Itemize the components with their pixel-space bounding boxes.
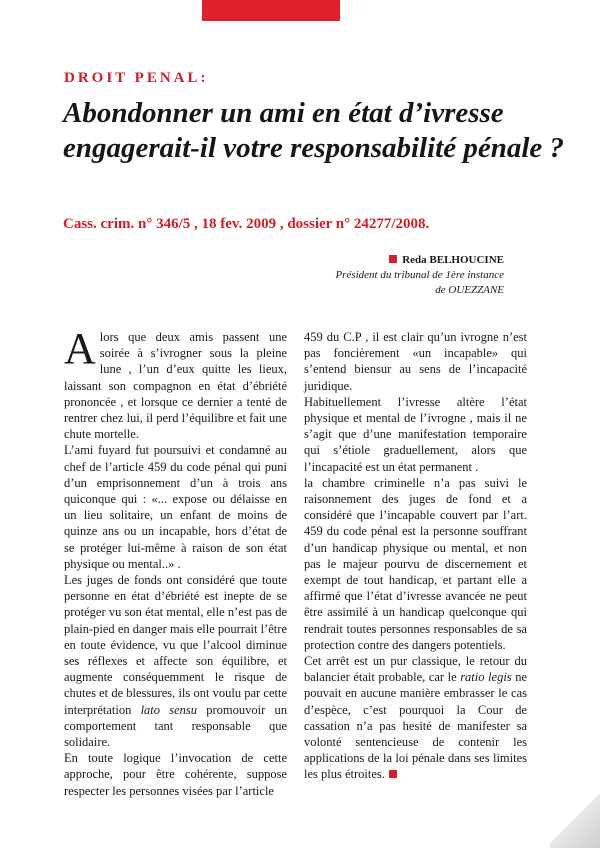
end-mark-square-icon bbox=[389, 770, 397, 778]
text-column-right bbox=[304, 329, 527, 783]
section-heading: DROIT PENAL: bbox=[64, 70, 209, 86]
top-red-bar bbox=[202, 0, 340, 21]
article-title: Abondonner un ami en état d’ivresse engagerait-il votre responsabilité pénale ? bbox=[63, 97, 565, 164]
paragraph: Les juges de fonds ont considéré que toute personne en état d’ébriété est inepte de se protéger vu son état mental, elle n’est pas de plain-pied en danger mais elle pourrait l’être en toute évidence, vu que l’alcool diminue ses réflexes et affecte son équilibre, et augmente conséquemment le risque de chutes et de blessures, ils ont voulu par cette interprétation lato sensu promouvoir un comportement tant responsable que solidaire. bbox=[64, 573, 288, 750]
paragraph: Cet arrêt est un pur classique, le retour du balancier était probable, car le ratio legis ne pouvait en aucune manière embrasser le cas d’espèce, c’est pourquoi la Cour de cassation n’a pas hesité de manifester sa volonté sentencieuse de contenir les applications de la loi pénale dans ses limites les plus étroites. bbox=[304, 654, 528, 782]
case-reference: Cass. crim. n° 346/5 , 18 fev. 2009 , dossier n° 24277/2008. bbox=[63, 216, 430, 232]
paragraph: la chambre criminelle n’a pas suivi le raisonnement des juges de fond et a considéré que l’incapable couvert par l’art. 459 du code pénal est la personne souffrant d’un handicap physique ou mental, et non pas le majeur pourvu de discernement et exempt de tout handicap, et partant elle a affirmé que l’état d’ivresse avancée ne peut être assimilé à un handicap quelconque qui rendrait toutes personnes responsables de sa protection contre des dangers potentiels. bbox=[304, 475, 527, 652]
paragraph: Habituellement l’ivresse altère l’état physique et mental de l’ivrogne , mais il ne s’agit que d’une manifestation temporaire qui s’étiole graduellement, alors que l’incapacité est un état permanent . bbox=[304, 394, 527, 474]
drop-cap: A bbox=[64, 324, 96, 373]
paragraph: Alors que deux amis passent une soirée à s’ivrogner sous la pleine lune , l’un d’eux quitte les lieux, laissant son compagnon en état d’ébriété prononcée , et lorsque ce dernier a tenté de rentrer chez lui, il perd l’équilibre et fait une chute mortelle. bbox=[64, 324, 287, 442]
paragraph: En toute logique l’invocation de cette approche, pour être cohérente, suppose respecter les personnes visées par l’article bbox=[64, 751, 287, 798]
author-role-line2: de OUEZZANE bbox=[435, 284, 504, 296]
page-curl bbox=[550, 788, 600, 848]
text-column-left bbox=[64, 324, 288, 799]
author-role-line1: Président du tribunal de 1ère instance bbox=[335, 269, 504, 281]
paragraph: 459 du C.P , il est clair qu’un ivrogne n’est pas foncièrement «un incapable» qui s’entend biensur au sens de l’incapacité juridique. bbox=[304, 330, 527, 393]
author-block bbox=[204, 253, 504, 298]
red-square-icon bbox=[389, 255, 397, 263]
paragraph: L’ami fuyard fut poursuivi et condamné au chef de l’article 459 du code pénal qui puni d’un emprisonnement d’un à trois ans quiconque qui : «... expose ou délaisse en un lieu solitaire, un enfant de moins de quinze ans ou un incapable, hors d’état de se protéger lui-même à raison de son état physique ou mental..» . bbox=[64, 443, 287, 571]
author-name: Reda BELHOUCINE bbox=[402, 254, 504, 266]
